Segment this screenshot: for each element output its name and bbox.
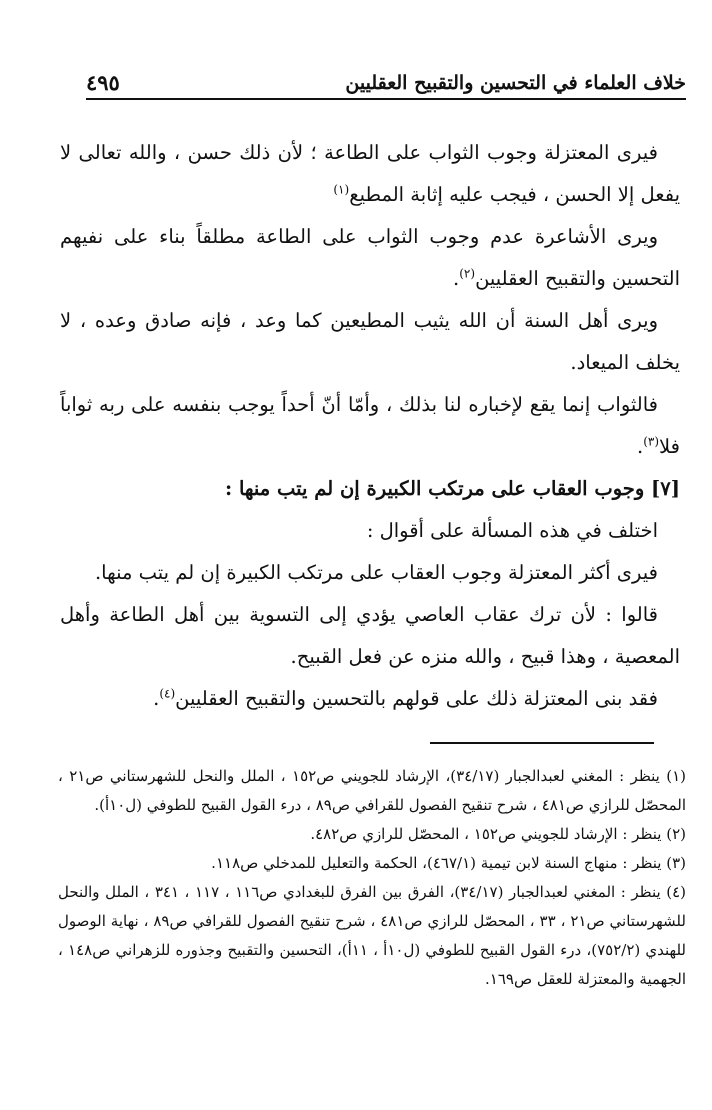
paragraph-text: ويرى أهل السنة أن الله يثيب المطيعين كما وعد ، فإنه صادق وعده ، لا يخلف الميعاد.	[60, 309, 680, 374]
body-paragraph	[60, 300, 680, 384]
body-paragraph	[60, 594, 680, 678]
paragraph-end-mark: .	[453, 267, 460, 290]
section-heading	[60, 468, 680, 510]
paragraph-end-mark: .	[637, 435, 644, 458]
body-paragraph	[60, 384, 680, 468]
paragraph-text: ويرى الأشاعرة عدم وجوب الثواب على الطاعة مطلقاً بناء على نفيهم التحسين والتقبيح العقليين	[60, 225, 680, 290]
paragraph-text: [٧] وجوب العقاب على مرتكب الكبيرة إن لم يتب منها :	[224, 477, 680, 500]
paragraph-text: فالثواب إنما يقع لإخباره لنا بذلك ، وأمّا أنّ أحداً يوجب بنفسه على ربه ثواباً فلا	[60, 393, 680, 458]
body-paragraph	[60, 216, 680, 300]
body-paragraph	[60, 552, 680, 594]
body-paragraph	[60, 132, 680, 216]
footnote-2: (٢) ينظر : الإرشاد للجويني ص١٥٢ ، المحصّل للرازي ص٤٨٢.	[310, 825, 686, 843]
main-text	[60, 132, 680, 720]
body-paragraph	[60, 510, 680, 552]
footnote-marker: (٢)	[459, 266, 476, 281]
header-title: خلاف العلماء في التحسين والتقبيح العقليين	[345, 72, 686, 94]
footnote-4: (٤) ينظر : المغني لعبدالجبار (٣٤/١٧)، الفرق بين الفرق للبغدادي ص١١٦ ، ١١٧ ، ٣٤١ ، الملل والنحل للشهرستاني ص٢١ ، ٣٣ ، المحصّل للرازي ص٤٨١ ، شرح تنقيح الفصول للقرافي ص٨٩ ، نهاية الوصول للهندي (٧٥٢/٢)، درء القول القبيح للطوفي (ل١٠أ ، ١١أ)، التحسين والتقبيح وجذوره للزهراني ص١٤٨ ، الجهمية والمعتزلة للعقل ص١٦٩.	[58, 883, 687, 988]
running-header	[86, 58, 686, 100]
paragraph-text: اختلف في هذه المسألة على أقوال :	[366, 519, 658, 542]
footnote-marker: (٤)	[159, 686, 176, 701]
footnote-marker: (٣)	[643, 434, 660, 449]
paragraph-text: قالوا : لأن ترك عقاب العاصي يؤدي إلى التسوية بين أهل الطاعة وأهل المعصية ، وهذا قبيح ، والله منزه عن فعل القبيح.	[60, 603, 680, 668]
footnote-divider	[430, 742, 654, 744]
body-paragraph	[60, 678, 680, 720]
footnote-marker: (١)	[333, 182, 350, 197]
footnote-1: (١) ينظر : المغني لعبدالجبار (٣٤/١٧)، الإرشاد للجويني ص١٥٢ ، الملل والنحل للشهرستاني ص٢١ ، المحصّل للرازي ص٤٨١ ، شرح تنقيح الفصول للقرافي ص٨٩ ، درء القول القبيح للطوفي (ل١٠أ).	[58, 767, 686, 814]
footnote-3: (٣) ينظر : منهاج السنة لابن تيمية (٤٦٧/١)، الحكمة والتعليل للمدخلي ص١١٨.	[211, 854, 686, 872]
page-number: ٤٩٥	[86, 70, 120, 95]
paragraph-text: فيرى أكثر المعتزلة وجوب العقاب على مرتكب الكبيرة إن لم يتب منها.	[94, 561, 658, 584]
paragraph-text: فيرى المعتزلة وجوب الثواب على الطاعة ؛ لأن ذلك حسن ، والله تعالى لا يفعل إلا الحسن ، فيجب عليه إثابة المطيع	[60, 141, 680, 206]
footnotes	[58, 762, 686, 994]
paragraph-text: فقد بنى المعتزلة ذلك على قولهم بالتحسين والتقبيح العقليين	[175, 687, 658, 710]
paragraph-end-mark: .	[153, 687, 160, 710]
